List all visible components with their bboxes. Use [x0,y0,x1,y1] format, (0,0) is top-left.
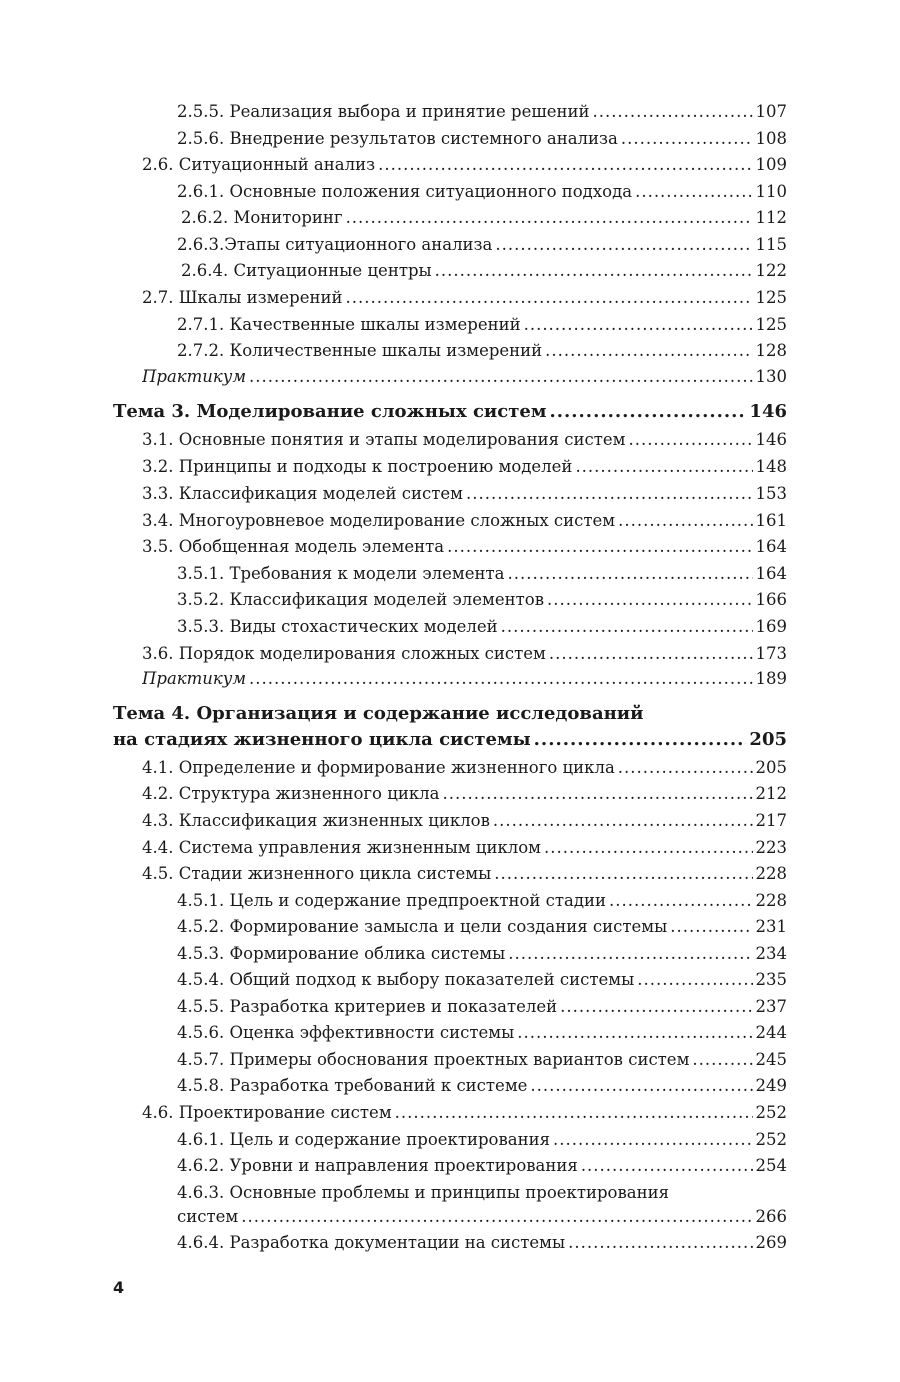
toc-entry-page: 252 [755,1103,787,1122]
toc-entry-page: 254 [755,1156,787,1175]
toc-entry [177,916,787,938]
toc-dot-leader [534,729,747,751]
toc-dot-leader [635,181,752,203]
toc-entry [177,589,787,611]
toc-dot-leader [692,1049,752,1071]
toc-dot-leader [549,643,753,665]
toc-entry-title: 2.6.2. Мониторинг [181,208,343,227]
toc-entry-page: 237 [755,997,787,1016]
page-number: 4 [113,1278,125,1297]
toc-entry-page: 217 [755,811,787,830]
toc-entry-title: 4.5.4. Общий подход к выбору показателей системы [177,970,635,989]
toc-entry-page: 164 [755,537,787,556]
toc-entry-page: 223 [755,838,787,857]
toc-dot-leader [346,207,753,229]
toc-entry-page: 125 [755,315,787,334]
toc-dot-leader [524,314,753,336]
toc-entry [177,1022,787,1044]
toc-entry [142,510,787,532]
toc-entry-page: 122 [755,261,787,280]
toc-entry [177,181,787,203]
toc-entry-title: 2.5.5. Реализация выбора и принятие решений [177,102,590,121]
toc-entry [142,863,787,885]
toc-entry [142,1102,787,1124]
toc-entry-title: 2.6.4. Ситуационные центры [181,261,432,280]
toc-entry-title: 4.2. Структура жизненного цикла [142,784,440,803]
toc-entry [177,1232,787,1254]
toc-entry-title: 4.4. Система управления жизненным циклом [142,838,542,857]
toc-entry [177,1182,669,1204]
toc-dot-leader [592,101,752,123]
toc-entry [177,996,787,1018]
toc-entry-page: 153 [755,484,787,503]
toc-dot-leader [581,1155,753,1177]
toc-dot-leader [395,1102,753,1124]
toc-entry [113,703,643,725]
toc-entry-page: 173 [755,644,787,663]
toc-entry [177,1049,787,1071]
toc-entry [177,969,787,991]
toc-entry-page: 161 [755,511,787,530]
toc-dot-leader [618,757,753,779]
toc-entry [142,154,787,176]
toc-entry-page: 115 [755,235,787,254]
toc-entry-title: систем [177,1207,239,1226]
toc-entry-page: 234 [755,944,787,963]
toc-entry-page: 107 [755,102,787,121]
toc-dot-leader [547,589,753,611]
toc-entry-title: 3.5.1. Требования к модели элемента [177,564,505,583]
toc-entry-page: 249 [755,1076,787,1095]
toc-entry [177,1155,787,1177]
toc-entry-page: 269 [755,1233,787,1252]
toc-dot-leader [575,456,752,478]
toc-entry-title: 4.5.2. Формирование замысла и цели создания системы [177,917,668,936]
toc-entry-title: 4.5.6. Оценка эффективности системы [177,1023,515,1042]
toc-dot-leader [249,366,752,388]
toc-entry-title: 2.6.3.Этапы ситуационного анализа [177,235,493,254]
toc-dot-leader [618,510,752,532]
toc-entry-page: 125 [755,288,787,307]
toc-entry-title: 3.4. Многоуровневое моделирование сложных систем [142,511,616,530]
toc-entry-page: 146 [749,401,787,422]
toc-entry-title: 4.5.1. Цель и содержание предпроектной стадии [177,891,606,910]
toc-entry-title: 4.6. Проектирование систем [142,1103,392,1122]
toc-entry-page: 146 [755,430,787,449]
toc-dot-leader [670,916,752,938]
toc-entry [181,260,787,282]
toc-entry-title: 2.5.6. Внедрение результатов системного анализа [177,129,618,148]
toc-entry [177,314,787,336]
toc-dot-leader [544,837,752,859]
toc-entry [142,287,787,309]
toc-entry [142,783,787,805]
toc-entry-title: Практикум [142,669,247,688]
toc-entry-page: 169 [755,617,787,636]
toc-entry [177,1129,787,1151]
toc-entry [142,837,787,859]
toc-entry-page: 164 [755,564,787,583]
toc-entry-title: Тема 3. Моделирование сложных систем [113,401,547,422]
toc-entry-title: 4.6.4. Разработка документации на системы [177,1233,566,1252]
toc-entry [142,668,787,690]
toc-entry [177,101,787,123]
toc-entry-page: 128 [755,341,787,360]
toc-entry [142,810,787,832]
toc-dot-leader [447,536,752,558]
toc-entry-page: 252 [755,1130,787,1149]
toc-entry-page: 108 [755,129,787,148]
toc-dot-leader [517,1022,752,1044]
toc-entry [113,729,787,751]
toc-entry-page: 212 [755,784,787,803]
toc-entry [177,890,787,912]
toc-entry-page: 130 [755,367,787,386]
toc-entry [177,616,787,638]
toc-entry-title: 3.5.3. Виды стохастических моделей [177,617,498,636]
toc-entry [177,234,787,256]
toc-entry [177,943,787,965]
toc-entry-page: 235 [755,970,787,989]
toc-dot-leader [378,154,752,176]
toc-entry [177,340,787,362]
toc-entry [142,366,787,388]
toc-entry [142,483,787,505]
toc-dot-leader [466,483,752,505]
toc-entry-title: 4.3. Классификация жизненных циклов [142,811,490,830]
toc-entry-title: Практикум [142,367,247,386]
toc-entry-page: 244 [755,1023,787,1042]
toc-entry [142,429,787,451]
toc-entry-page: 228 [755,891,787,910]
toc-dot-leader [494,863,752,885]
toc-entry-title: 3.6. Порядок моделирования сложных систем [142,644,546,663]
toc-dot-leader [568,1232,752,1254]
toc-entry-page: 205 [749,729,787,750]
toc-entry [142,536,787,558]
toc-entry-title: 4.5.5. Разработка критериев и показателей [177,997,558,1016]
toc-entry-title: 3.2. Принципы и подходы к построению моделей [142,457,573,476]
toc-entry-title: 2.7.1. Качественные шкалы измерений [177,315,521,334]
toc-entry-title: 4.5.8. Разработка требований к системе [177,1076,528,1095]
toc-entry-page: 245 [755,1050,787,1069]
toc-entry [142,757,787,779]
toc-entry-title: 3.1. Основные понятия и этапы моделирования систем [142,430,626,449]
toc-dot-leader [501,616,753,638]
toc-entry-title: 3.5. Обобщенная модель элемента [142,537,445,556]
toc-entry-title: 4.6.3. Основные проблемы и принципы проектирования [177,1183,669,1202]
toc-entry-title: 4.6.1. Цель и содержание проектирования [177,1130,550,1149]
toc-entry [142,456,787,478]
toc-entry-page: 266 [755,1207,787,1226]
toc-dot-leader [621,128,753,150]
toc-dot-leader [637,969,752,991]
toc-entry [113,401,787,423]
toc-entry-page: 112 [755,208,787,227]
toc-entry-page: 228 [755,864,787,883]
toc-entry-title: 2.7.2. Количественные шкалы измерений [177,341,543,360]
toc-dot-leader [508,943,752,965]
toc-entry-title: Тема 4. Организация и содержание исследований [113,703,644,724]
toc-dot-leader [495,234,752,256]
toc-dot-leader [530,1075,752,1097]
toc-entry-page: 148 [755,457,787,476]
toc-entry-page: 189 [755,669,787,688]
toc-entry-title: на стадиях жизненного цикла системы [113,729,531,750]
toc-entry [177,128,787,150]
toc-entry-title: 3.3. Классификация моделей систем [142,484,464,503]
toc-dot-leader [560,996,752,1018]
toc-entry-title: 2.7. Шкалы измерений [142,288,343,307]
toc-entry-title: 4.1. Определение и формирование жизненного цикла [142,758,615,777]
toc-dot-leader [249,668,752,690]
toc-entry-page: 109 [755,155,787,174]
toc-entry-title: 2.6.1. Основные положения ситуационного подхода [177,182,633,201]
toc-entry [177,1075,787,1097]
toc-entry-page: 110 [755,182,787,201]
toc-entry-title: 4.5.3. Формирование облика системы [177,944,506,963]
toc-dot-leader [609,890,753,912]
toc-dot-leader [435,260,753,282]
toc-entry-title: 4.5.7. Примеры обоснования проектных вариантов систем [177,1050,690,1069]
toc-dot-leader [345,287,752,309]
toc-entry-page: 166 [755,590,787,609]
toc-dot-leader [549,401,746,423]
toc-dot-leader [628,429,752,451]
toc-entry-page: 205 [755,758,787,777]
toc-dot-leader [493,810,753,832]
toc-entry-title: 4.6.2. Уровни и направления проектирования [177,1156,578,1175]
toc-entry [177,1206,787,1228]
toc-entry-title: 4.5. Стадии жизненного цикла системы [142,864,492,883]
toc-entry-title: 2.6. Ситуационный анализ [142,155,376,174]
toc-entry-page: 231 [755,917,787,936]
toc-entry [142,643,787,665]
toc-dot-leader [507,563,752,585]
toc-dot-leader [241,1206,752,1228]
toc-dot-leader [553,1129,753,1151]
toc-entry-title: 3.5.2. Классификация моделей элементов [177,590,544,609]
toc-dot-leader [442,783,752,805]
toc-entry [181,207,787,229]
toc-dot-leader [545,340,752,362]
toc-entry [177,563,787,585]
